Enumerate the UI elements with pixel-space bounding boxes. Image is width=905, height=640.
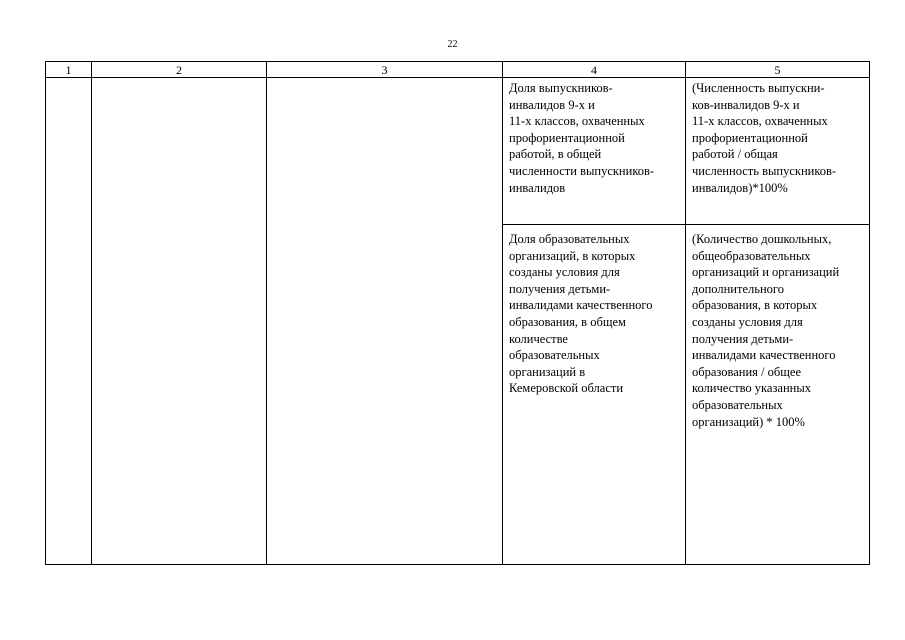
cell-col-1: [46, 78, 92, 565]
indicator-name-1: Доля выпускников- инвалидов 9-х и 11-х классов, охваченных профориентационной работой, в общей численности выпускников- инвалидов: [509, 81, 655, 195]
cell-col-2: [92, 78, 267, 565]
page-number: 22: [447, 39, 458, 50]
column-header-4: 4: [503, 62, 686, 78]
row-divider: [686, 224, 869, 225]
indicator-formula-2: (Количество дошкольных, общеобразовательных организаций и организаций дополнительного образования, в которых созданы условия для получения детьми- инвалидами качественного образования / общее количество указанных образовательных организаций) * 100%: [692, 232, 840, 429]
column-header-5: 5: [686, 62, 870, 78]
cell-col-4: [503, 78, 686, 565]
indicator-name-2: Доля образовательных организаций, в которых созданы условия для получения детьми- инвалидами качественного образования, в общем количестве образовательных организаций в Кемеровской области: [509, 232, 653, 396]
indicators-table: [45, 61, 870, 565]
column-header-1: 1: [46, 62, 92, 78]
column-header-3: 3: [267, 62, 503, 78]
indicator-formula-1: (Численность выпускни- ков-инвалидов 9-х и 11-х классов, охваченных профориентационной работой / общая численность выпускников- инвалидов)*100%: [692, 81, 837, 195]
row-divider: [503, 224, 685, 225]
cell-col-3: [267, 78, 503, 565]
table-header-row: [46, 62, 870, 78]
column-header-2: 2: [92, 62, 267, 78]
cell-col-5: [686, 78, 870, 565]
table-row: [46, 78, 870, 565]
